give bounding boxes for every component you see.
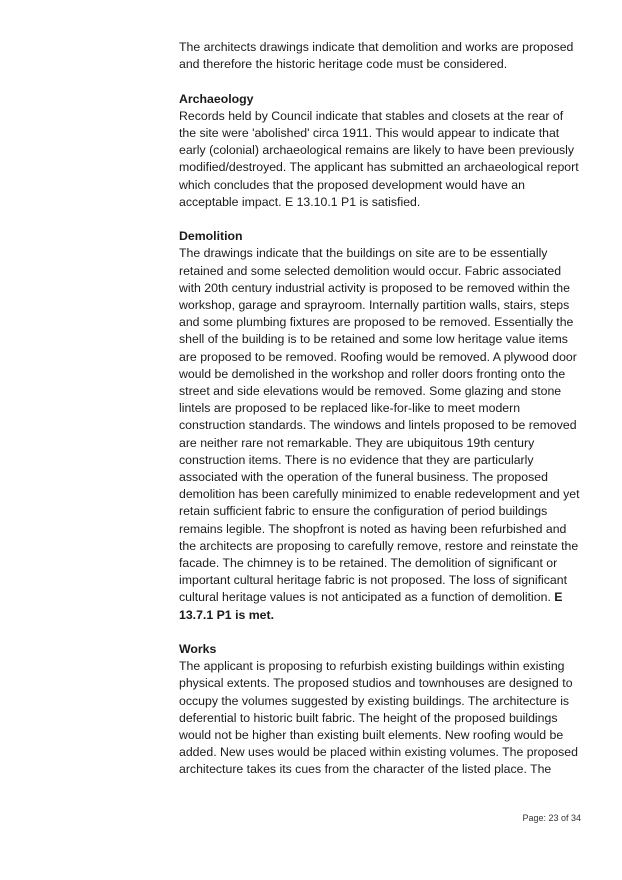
demolition-paragraph	[179, 245, 581, 623]
works-heading: Works	[179, 642, 217, 657]
demolition-body: The drawings indicate that the buildings on site are to be essentially retained and some selected demolition would occur. Fabric associated with 20th century industrial activity is proposed to be removed within the workshop, garage and sprayroom. Internally partition walls, stairs, steps and some plumbing fixtures are proposed to be removed. Essentially the shell of the building is to be retained and some low heritage value items are proposed to be removed. Roofing would be removed. A plywood door would be demolished in the workshop and roller doors fronting onto the street and side elevations would be removed. Some glazing and stone lintels are proposed to be replaced like-for-like to meet modern construction standards. The windows and lintels proposed to be removed are neither rare not remarkable. They are ubiquitous 19th century construction items. There is no evidence that they are particularly associated with the operation of the funeral business. The proposed demolition has been carefully minimized to enable redevelopment and yet retain sufficient fabric to ensure the configuration of period buildings remains legible. The shopfront is noted as having been refurbished and the architects are proposing to carefully remove, restore and reinstate the facade. The chimney is to be retained. The demolition of significant or important cultural heritage fabric is not proposed. The loss of significant cultural heritage values is not anticipated as a function of demolition.	[179, 246, 580, 605]
archaeology-heading: Archaeology	[179, 91, 254, 106]
demolition-heading: Demolition	[179, 229, 243, 244]
spacer	[179, 211, 581, 228]
demolition-conclusion: E 13.7.1 P1 is met.	[179, 590, 563, 622]
spacer	[179, 73, 581, 90]
works-paragraph: The applicant is proposing to refurbish existing buildings within existing physical extents. The proposed studios and townhouses are designed to occupy the volumes suggested by existing buildings. The architecture is deferential to historic built fabric. The height of the proposed buildings would not be higher than existing built elements. New roofing would be added. New uses would be placed within existing volumes. The proposed architecture takes its cues from the character of the listed place. The	[179, 659, 578, 777]
spacer	[179, 624, 581, 641]
intro-paragraph: The architects drawings indicate that demolition and works are proposed and therefore the historic heritage code must be considered.	[179, 40, 574, 72]
document-page	[179, 39, 581, 779]
archaeology-paragraph: Records held by Council indicate that stables and closets at the rear of the site were 'abolished' circa 1911. This would appear to indicate that early (colonial) archaeological remains are likely to have been previously modified/destroyed. The applicant has submitted an archaeological report which concludes that the proposed development would have an acceptable impact. E 13.10.1 P1 is satisfied.	[179, 108, 579, 209]
page-number: Page: 23 of 34	[522, 813, 581, 823]
